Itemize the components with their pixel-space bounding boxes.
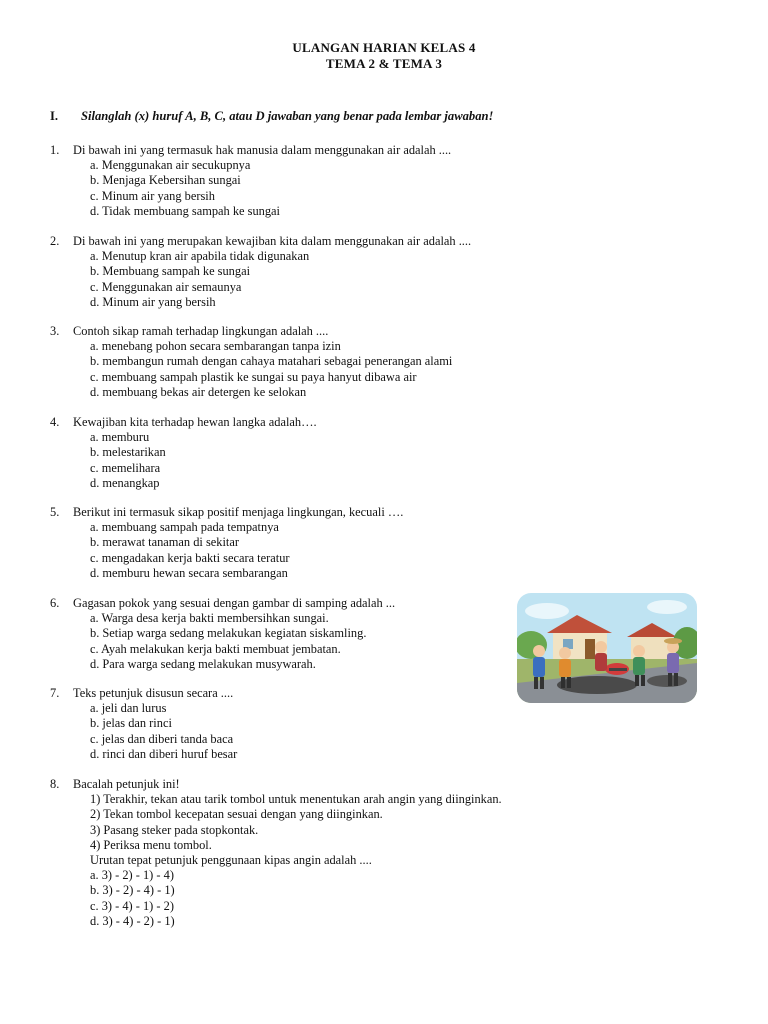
- option-list: [50, 249, 610, 310]
- option-d[interactable]: d. Tidak membuang sampah ke sungai: [90, 203, 280, 218]
- question-2: [50, 234, 610, 310]
- question-prompt: Urutan tepat petunjuk penggunaan kipas angin adalah ....: [90, 853, 372, 868]
- option-a[interactable]: a. membuang sampah pada tempatnya: [90, 520, 279, 535]
- question-text: Kewajiban kita terhadap hewan langka adalah….: [73, 415, 317, 429]
- question-8: [50, 777, 610, 929]
- question-stem: [50, 324, 610, 339]
- option-a[interactable]: a. Warga desa kerja bakti membersihkan sungai.: [90, 611, 329, 626]
- option-a[interactable]: a. 3) - 2) - 1) - 4): [90, 868, 174, 883]
- question-text: Berikut ini termasuk sikap positif menjaga lingkungan, kecuali ….: [73, 505, 404, 519]
- option-a[interactable]: a. memburu: [90, 430, 150, 445]
- option-c[interactable]: c. membuang sampah plastik ke sungai su paya hanyut dibawa air: [90, 369, 417, 384]
- question-number: 3.: [50, 324, 60, 338]
- option-b[interactable]: b. Menjaga Kebersihan sungai: [90, 173, 241, 188]
- option-b[interactable]: b. jelas dan rinci: [90, 716, 172, 731]
- question-4: [50, 415, 610, 491]
- option-b[interactable]: b. Setiap warga sedang melakukan kegiatan siskamling.: [90, 626, 367, 641]
- option-b[interactable]: b. 3) - 2) - 4) - 1): [90, 883, 175, 898]
- option-c[interactable]: c. 3) - 4) - 1) - 2): [90, 898, 174, 913]
- question-number: 8.: [50, 777, 60, 791]
- option-d[interactable]: d. menangkap: [90, 475, 160, 490]
- option-b[interactable]: b. merawat tanaman di sekitar: [90, 535, 239, 550]
- option-list: [50, 701, 610, 762]
- option-c[interactable]: c. jelas dan diberi tanda baca: [90, 731, 234, 746]
- question-text: Gagasan pokok yang sesuai dengan gambar di samping adalah ...: [73, 596, 396, 610]
- title-line-1: ULANGAN HARIAN KELAS 4: [292, 40, 476, 55]
- step-item: 2) Tekan tombol kecepatan sesuai dengan yang diinginkan.: [90, 807, 383, 822]
- question-text: Contoh sikap ramah terhadap lingkungan adalah ....: [73, 324, 329, 338]
- question-number: 2.: [50, 234, 60, 248]
- option-c[interactable]: c. mengadakan kerja bakti secara teratur: [90, 550, 290, 565]
- section-number: I.: [50, 109, 59, 123]
- question-number: 5.: [50, 505, 60, 519]
- question-number: 1.: [50, 143, 60, 157]
- option-c[interactable]: c. Ayah melakukan kerja bakti membuat jembatan.: [90, 641, 341, 656]
- step-item: 4) Periksa menu tombol.: [90, 837, 212, 852]
- question-number: 4.: [50, 415, 60, 429]
- option-b[interactable]: b. melestarikan: [90, 445, 166, 460]
- option-d[interactable]: d. Minum air yang bersih: [90, 294, 216, 309]
- option-d[interactable]: d. membuang bekas air detergen ke selokan: [90, 384, 307, 399]
- option-a[interactable]: a. menebang pohon secara sembarangan tanpa izin: [90, 339, 341, 354]
- section-instruction: [50, 109, 493, 124]
- question-stem: [50, 234, 610, 249]
- question-stem: [50, 143, 610, 158]
- option-a[interactable]: a. jeli dan lurus: [90, 701, 167, 716]
- option-list: [50, 430, 610, 491]
- question-stem: [50, 415, 610, 430]
- question-1: [50, 143, 610, 219]
- option-c[interactable]: c. Minum air yang bersih: [90, 188, 215, 203]
- option-a[interactable]: a. Menutup kran air apabila tidak digunakan: [90, 249, 310, 264]
- option-c[interactable]: c. memelihara: [90, 460, 161, 475]
- step-item: 1) Terakhir, tekan atau tarik tombol untuk menentukan arah angin yang diinginkan.: [90, 792, 502, 807]
- question-text: Teks petunjuk disusun secara ....: [73, 686, 234, 700]
- option-b[interactable]: b. Membuang sampah ke sungai: [90, 264, 251, 279]
- question-stem: [50, 505, 610, 520]
- question-number: 7.: [50, 686, 60, 700]
- option-d[interactable]: d. memburu hewan secara sembarangan: [90, 565, 288, 580]
- option-list: [50, 339, 610, 400]
- option-d[interactable]: d. 3) - 4) - 2) - 1): [90, 913, 175, 928]
- question-text: Di bawah ini yang merupakan kewajiban kita dalam menggunakan air adalah ....: [73, 234, 472, 248]
- instruction-text: Silanglah (x) huruf A, B, C, atau D jawaban yang benar pada lembar jawaban!: [81, 109, 494, 123]
- step-item: 3) Pasang steker pada stopkontak.: [90, 822, 259, 837]
- question-stem: [50, 777, 610, 792]
- option-c[interactable]: c. Menggunakan air semaunya: [90, 279, 242, 294]
- question-text: Bacalah petunjuk ini!: [73, 777, 180, 791]
- option-d[interactable]: d. Para warga sedang melakukan musywarah.: [90, 656, 316, 671]
- title-line-2: TEMA 2 & TEMA 3: [325, 56, 443, 71]
- option-d[interactable]: d. rinci dan diberi huruf besar: [90, 746, 238, 761]
- option-list: [50, 520, 610, 581]
- question-3: [50, 324, 610, 400]
- question-number: 6.: [50, 596, 60, 610]
- option-a[interactable]: a. Menggunakan air secukupnya: [90, 158, 251, 173]
- option-list: [50, 158, 610, 219]
- option-b[interactable]: b. membangun rumah dengan cahaya matahari sebagai penerangan alami: [90, 354, 453, 369]
- question-5: [50, 505, 610, 581]
- question-text: Di bawah ini yang termasuk hak manusia dalam menggunakan air adalah ....: [73, 143, 452, 157]
- community-work-illustration: [517, 593, 697, 703]
